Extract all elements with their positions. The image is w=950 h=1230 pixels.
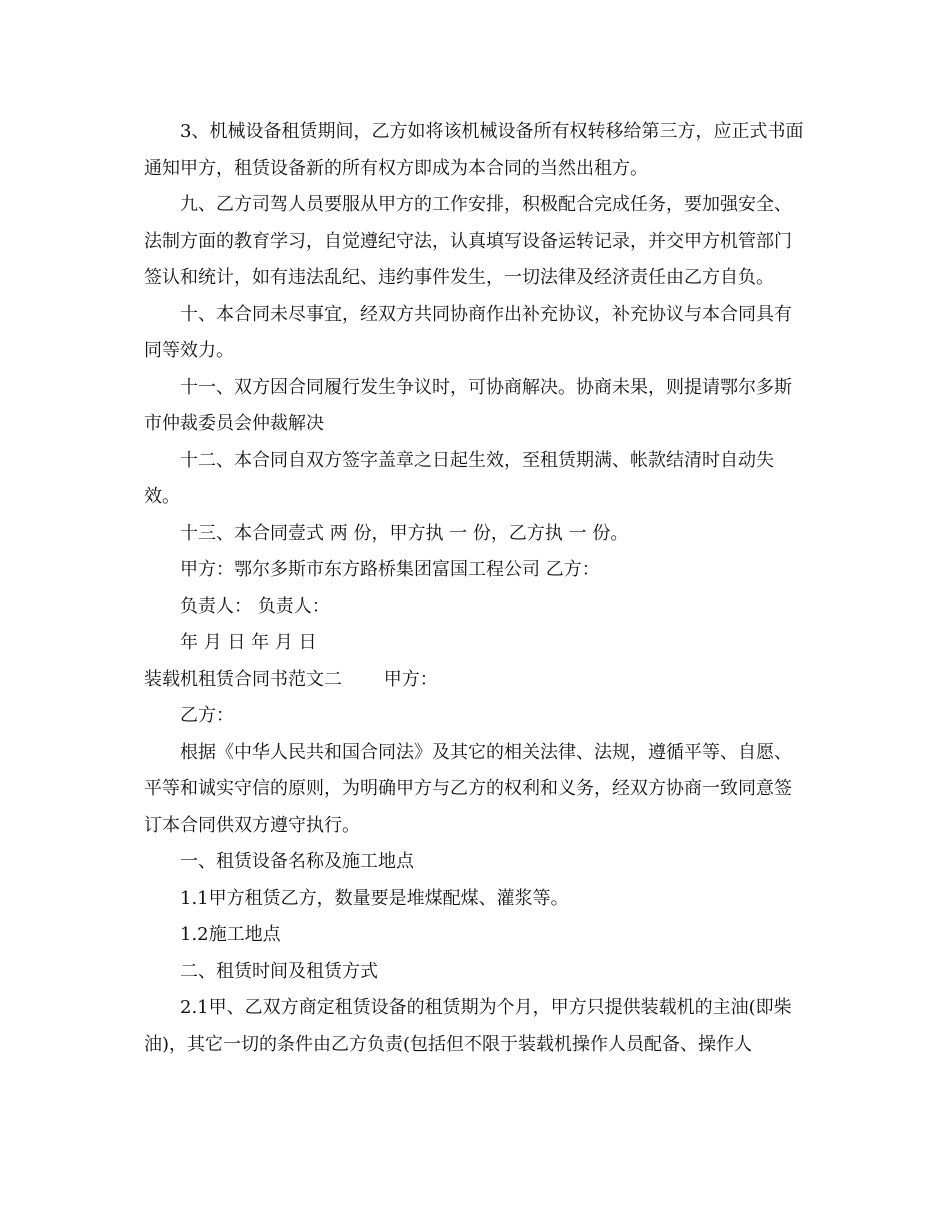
- document-page: [144, 114, 804, 1063]
- signature-parties: 甲方：鄂尔多斯市东方路桥集团富国工程公司 乙方：: [180, 559, 600, 580]
- section-title-template-two: 装载机租赁合同书范文二 甲方：: [144, 668, 438, 690]
- paragraph-clause-13: 十三、本合同壹式 两 份，甲方执 一 份，乙方执 一 份。: [180, 522, 629, 544]
- signature-responsible: 负责人： 负责人：: [180, 595, 330, 617]
- signature-dates: 年 月 日 年 月 日: [180, 632, 317, 653]
- paragraph-1-2: 1.2施工地点: [180, 924, 281, 945]
- heading-equipment-location: 一、租赁设备名称及施工地点: [180, 851, 414, 872]
- paragraph-clause-12: 十二、本合同自双方签字盖章之日起生效，至租赁期满、帐款结清时自动失效。: [144, 449, 774, 507]
- paragraph-clause-3: 3、机械设备租赁期间，乙方如将该机械设备所有权转移给第三方，应正式书面通知甲方，租赁设备新的所有权方即成为本合同的当然出租方。: [144, 121, 804, 179]
- paragraph-1-1: 1.1甲方租赁乙方，数量要是堆煤配煤、灌浆等。: [180, 887, 569, 909]
- heading-lease-term: 二、租赁时间及租赁方式: [180, 960, 378, 982]
- party-b-line: 乙方：: [180, 705, 234, 726]
- paragraph-clause-10: 十、本合同未尽事宜，经双方共同协商作出补充协议，补充协议与本合同具有同等效力。: [144, 303, 792, 361]
- paragraph-2-1: 2.1甲、乙双方商定租赁设备的租赁期为个月，甲方只提供装载机的主油(即柴油)，其它一切的条件由乙方负责(包括但不限于装载机操作人员配备、操作人: [144, 997, 792, 1055]
- paragraph-clause-11: 十一、双方因合同履行发生争议时，可协商解决。协商未果，则提请鄂尔多斯市仲裁委员会仲裁解决: [144, 376, 792, 434]
- paragraph-clause-9: 九、乙方司驾人员要服从甲方的工作安排，积极配合完成任务，要加强安全、法制方面的教育学习，自觉遵纪守法，认真填写设备运转记录，并交甲方机管部门签认和统计，如有违法乱纪、违约事件发生，一切法律及经济责任由乙方自负。: [144, 194, 792, 288]
- paragraph-preamble: 根据《中华人民共和国合同法》及其它的相关法律、法规，遵循平等、自愿、平等和诚实守信的原则，为明确甲方与乙方的权利和义务，经双方协商一致同意签订本合同供双方遵守执行。: [144, 741, 792, 836]
